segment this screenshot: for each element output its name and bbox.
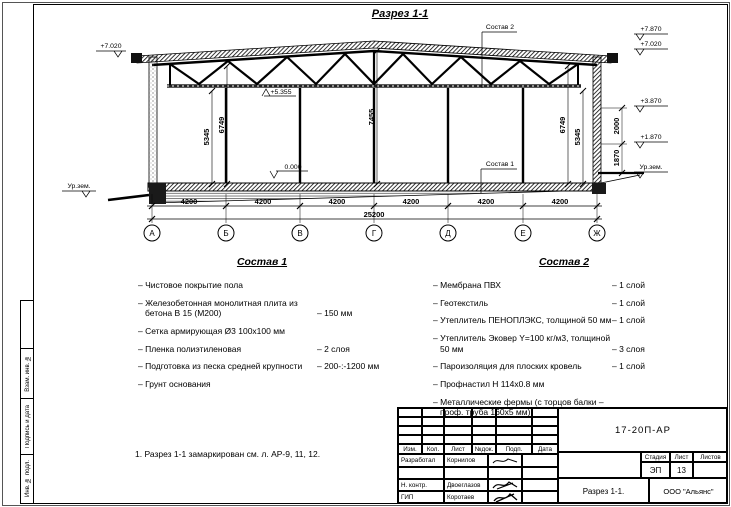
- item-name: – Утеплитель ПЕНОПЛЭКС, толщиной 50 мм: [433, 315, 612, 326]
- item-name: – Подготовка из песка средней крупности: [138, 361, 303, 372]
- tb-empty: [532, 408, 558, 417]
- stamp-label: Взам. инв. №: [24, 355, 31, 392]
- roof-fascia-right: [607, 53, 618, 63]
- section-drawing: [0, 0, 731, 252]
- columns: [226, 88, 523, 183]
- elevation-label: +3.870: [640, 98, 662, 105]
- signature: [488, 454, 522, 467]
- tb-empty: [422, 408, 444, 417]
- sheet-title: Разрез 1-1.: [558, 478, 649, 504]
- item-name: – Чистовое покрытие пола: [138, 280, 243, 291]
- list-item: [138, 298, 386, 319]
- tb-empty: [422, 426, 444, 435]
- item-name: – Пароизоляция для плоских кровель: [433, 361, 582, 372]
- dim-height-label: 6749: [558, 116, 567, 134]
- left-stamp-column: [20, 300, 34, 504]
- tb-empty: [472, 435, 496, 444]
- tb-header: Дата: [532, 444, 558, 454]
- sheet-number: 13: [670, 462, 693, 478]
- tb-empty: [398, 417, 422, 426]
- wall-right: [593, 57, 601, 186]
- ground-label: Ур.зем.: [639, 164, 663, 171]
- composition-list-2: [433, 256, 695, 425]
- item-value: – 1 слой: [612, 361, 645, 372]
- tb-empty: [472, 417, 496, 426]
- item-value: – 200-:-1200 мм: [317, 361, 380, 372]
- composition-list-1: [138, 256, 386, 397]
- leader-label-floor: Состав 1: [485, 161, 515, 168]
- axis-label: А: [149, 229, 155, 238]
- stamp-cell: [21, 399, 34, 455]
- item-name: – Пленка полиэтиленовая: [138, 343, 242, 354]
- item-value: – 1 слой: [612, 297, 645, 308]
- tb-empty: [522, 454, 558, 467]
- title-block: [397, 407, 727, 503]
- item-value: – 3 слоя: [612, 343, 645, 354]
- list-item: [138, 361, 386, 372]
- tb-header: Лист: [444, 444, 472, 454]
- tb-name: [444, 467, 488, 479]
- composition-1-title: Состав 1: [236, 256, 288, 268]
- elevation-label: +7.020: [100, 43, 122, 50]
- tb-empty: [532, 435, 558, 444]
- dim-bay-label: 4200: [551, 197, 569, 206]
- tb-empty: [444, 435, 472, 444]
- tb-header: №док.: [472, 444, 496, 454]
- composition-2-title: Состав 2: [538, 256, 590, 268]
- list-item: [433, 333, 695, 354]
- tb-empty: [496, 426, 532, 435]
- tb-empty: [532, 417, 558, 426]
- elevation-label: +1.870: [640, 134, 662, 141]
- tb-empty: [496, 408, 532, 417]
- tb-header: Кол.: [422, 444, 444, 454]
- list-item: [138, 326, 386, 337]
- ground-slope-right: [601, 175, 640, 183]
- document-number: 17-20П-АР: [558, 408, 728, 452]
- sheets-label: Листов: [693, 452, 728, 462]
- item-name: – Утеплитель Эковер Y=100 кг/м3, толщиной 50 мм: [433, 333, 611, 354]
- item-name: – Железобетонная монолитная плита из бетона В 15 (М200): [138, 297, 298, 319]
- list-item: [433, 315, 695, 326]
- elevation-label: +7.870: [640, 26, 662, 33]
- tb-role: [398, 467, 444, 479]
- dim-bay-label: 4200: [180, 197, 198, 206]
- item-name: – Металлические фермы (с торцов балки – проф. труба 160х5 мм): [433, 396, 604, 418]
- sheet-note: 1. Разрез 1-1 замаркирован см. л. АР-9, 11, 12.: [135, 449, 321, 459]
- item-name: – Мембрана ПВХ: [433, 280, 501, 291]
- roof-fascia-left: [131, 53, 142, 63]
- elevation-label: +7.020: [640, 41, 662, 48]
- elevation-label: 0.000: [284, 164, 302, 171]
- list-item: [138, 280, 386, 291]
- ground-label: Ур.зем.: [67, 183, 91, 190]
- tb-role: Разработал: [398, 454, 444, 467]
- item-name: – Профнастил Н 114х0.8 мм: [433, 378, 545, 389]
- tb-empty: [496, 435, 532, 444]
- axis-label: В: [297, 229, 303, 238]
- sheets-total: [693, 462, 728, 478]
- axis-label: Б: [223, 229, 229, 238]
- leader-label-roof: Состав 2: [485, 24, 515, 31]
- dim-height-label: 7455: [367, 108, 376, 126]
- stamp-label: Инв. № подл.: [24, 459, 31, 497]
- tb-empty: [522, 491, 558, 504]
- tb-header: Изм.: [398, 444, 422, 454]
- tb-empty: [398, 408, 422, 417]
- tb-empty: [444, 417, 472, 426]
- tb-empty: [422, 435, 444, 444]
- item-name: – Грунт основания: [138, 378, 211, 389]
- vertical-dim-lines: [212, 51, 583, 184]
- stamp-cell: [21, 455, 34, 501]
- dim-bay-label: 4200: [477, 197, 495, 206]
- dim-bay-label: 4200: [254, 197, 272, 206]
- item-name: – Геотекстиль: [433, 297, 489, 308]
- tb-empty: [496, 417, 532, 426]
- ground-line-left: [108, 195, 149, 200]
- item-value: – 150 мм: [317, 308, 353, 319]
- tb-empty: [522, 467, 558, 479]
- signature: [488, 491, 522, 504]
- stamp-cell-empty: [21, 301, 34, 349]
- footing-right: [592, 183, 606, 194]
- dim-wall-label: 2000: [612, 117, 621, 135]
- company-name: ООО "Альянс": [649, 478, 728, 504]
- item-value: – 1 слой: [612, 280, 645, 291]
- list-item: [433, 298, 695, 309]
- wall-left: [149, 57, 157, 186]
- list-item: [433, 280, 695, 291]
- tb-empty: [422, 417, 444, 426]
- tb-empty: [398, 435, 422, 444]
- list-item: [138, 344, 386, 355]
- tb-name: Коротаев: [444, 491, 488, 504]
- stamp-label: Подпись и дата: [24, 404, 31, 449]
- dim-total-label: 25200: [363, 210, 385, 219]
- stage-label: Стадия: [641, 452, 670, 462]
- axis-label: Д: [445, 229, 451, 238]
- dim-height-label: 6749: [217, 116, 226, 134]
- list-item: [433, 379, 695, 390]
- drawing-title: Разрез 1-1: [371, 8, 429, 20]
- tb-empty: [532, 426, 558, 435]
- dim-height-label: 5345: [202, 128, 211, 146]
- tb-empty: [398, 426, 422, 435]
- axis-label: Ж: [593, 229, 601, 238]
- dim-bay-label: 4200: [402, 197, 420, 206]
- tb-role: Н. контр.: [398, 479, 444, 491]
- item-value: – 2 слоя: [317, 343, 350, 354]
- item-name: – Сетка армирующая Ø3 100х100 мм: [138, 326, 285, 336]
- footing-left: [149, 183, 166, 204]
- tb-empty: [444, 426, 472, 435]
- dim-bay-label: 4200: [328, 197, 346, 206]
- tb-empty: [488, 467, 522, 479]
- tb-name: Корнилов: [444, 454, 488, 467]
- stamp-cell: [21, 349, 34, 399]
- axis-label: Е: [520, 229, 526, 238]
- tb-empty: [444, 408, 472, 417]
- tb-name: Двоеглазов: [444, 479, 488, 491]
- stage-value: ЭП: [641, 462, 670, 478]
- tb-role: ГИП: [398, 491, 444, 504]
- list-item: [138, 379, 386, 390]
- item-value: – 1 слой: [612, 315, 645, 326]
- tb-header: Подп.: [496, 444, 532, 454]
- elevation-label: +5.355: [270, 89, 292, 96]
- tb-empty: [472, 408, 496, 417]
- dim-wall-label: 1870: [612, 149, 621, 167]
- tb-empty: [558, 452, 641, 478]
- tb-empty: [472, 426, 496, 435]
- sheet-label: Лист: [670, 452, 693, 462]
- tb-empty: [522, 479, 558, 491]
- signature: [488, 479, 522, 491]
- list-item: [433, 361, 695, 372]
- dim-height-label: 5345: [573, 128, 582, 146]
- axis-label: Г: [371, 229, 377, 238]
